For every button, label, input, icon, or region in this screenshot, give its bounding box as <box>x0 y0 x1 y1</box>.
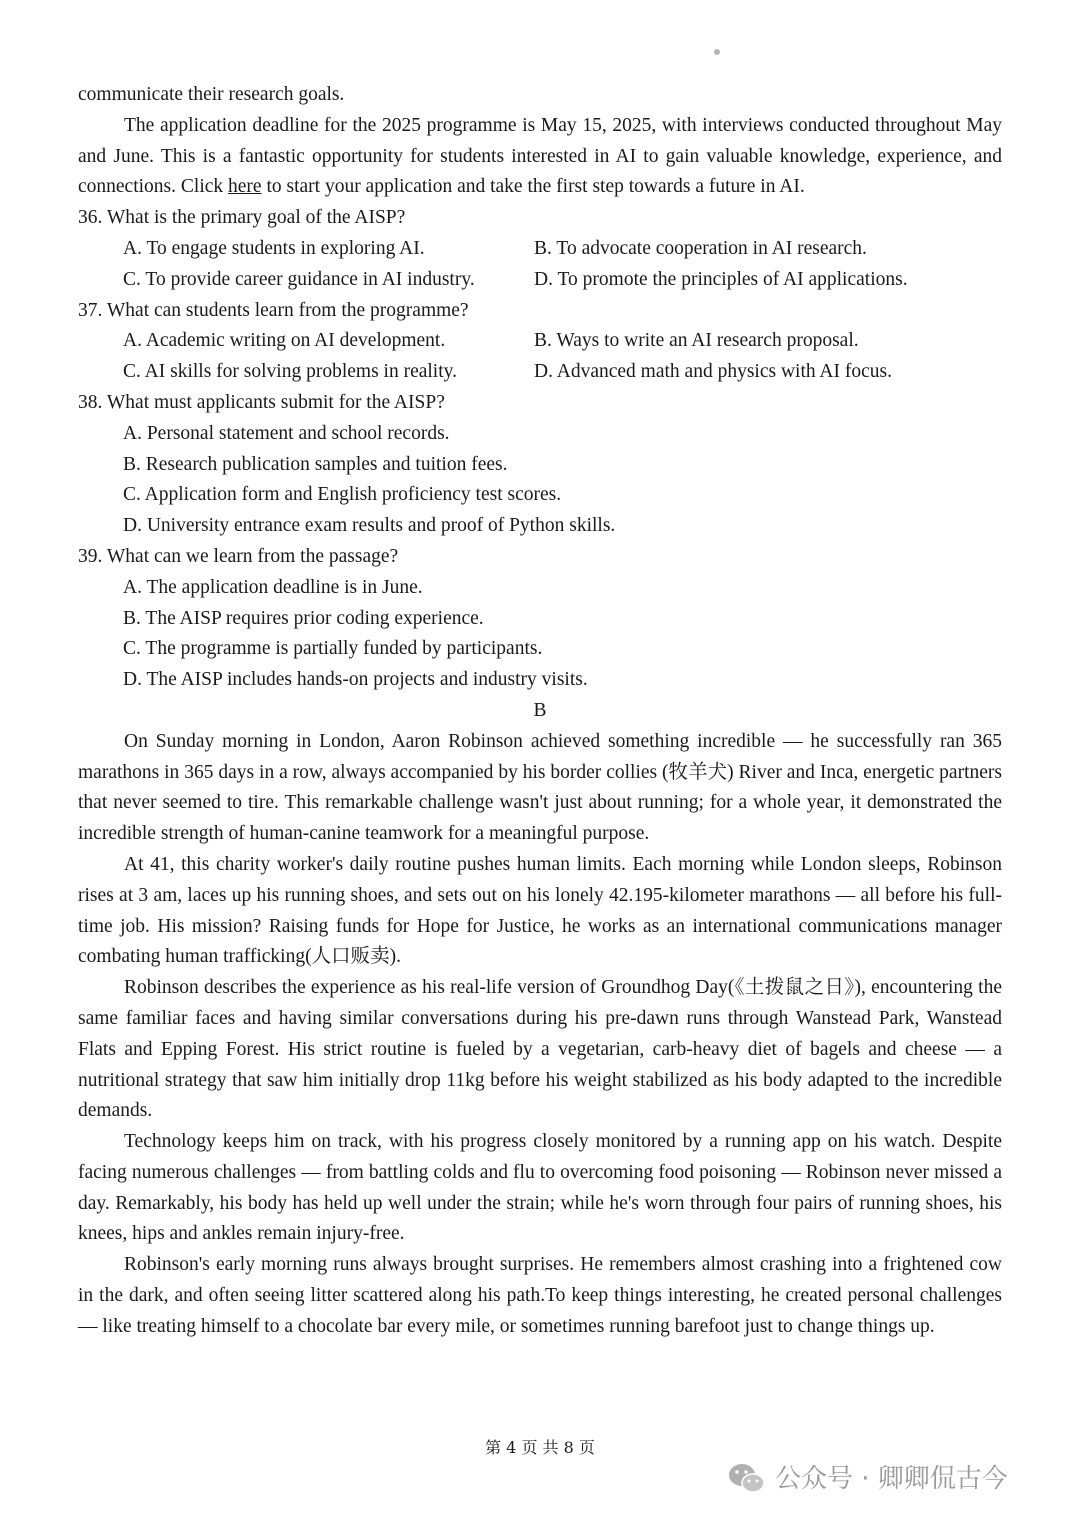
question-36-stem: 36. What is the primary goal of the AISP? <box>78 207 406 229</box>
deadline-paragraph <box>78 111 1002 203</box>
option-37-c: C. AI skills for solving problems in reality. <box>123 361 458 383</box>
question-37-options-row-2 <box>78 357 1002 388</box>
section-b-title: B <box>533 699 547 721</box>
option-38-d: D. University entrance exam results and proof of Python skills. <box>123 515 616 537</box>
option-39-a: A. The application deadline is in June. <box>123 576 423 598</box>
deadline-text-before: The application deadline for the 2025 programme is May 15, 2025, with interviews conducted throughout May and June. This is a fantastic opportunity for students interested in AI to gain valuable knowledge, experience, and connections. Click <box>78 114 1002 198</box>
option-36-c: C. To provide career guidance in AI industry. <box>123 268 475 290</box>
question-39-stem: 39. What can we learn from the passage? <box>78 545 399 567</box>
option-36-b: B. To advocate cooperation in AI research. <box>534 237 867 259</box>
option-39-d: D. The AISP includes hands-on projects and industry visits. <box>123 669 588 691</box>
option-38-a: A. Personal statement and school records. <box>123 422 450 444</box>
option-36-a: A. To engage students in exploring AI. <box>123 237 425 259</box>
wechat-icon <box>727 1462 767 1496</box>
question-37-options-row-1 <box>78 326 1002 357</box>
page-number-footer: 第 4 页 共 8 页 <box>485 1438 595 1457</box>
passage-b-paragraph-1: On Sunday morning in London, Aaron Robinson achieved something incredible — he successfully ran 365 marathons in 365 days in a row, always accompanied by his border collies (牧羊犬) River and Inca, energetic partners that never seemed to tire. This remarkable challenge wasn't just about running; for a whole year, it demonstrated the incredible strength of human-canine teamwork for a meaningful purpose. <box>78 730 1002 845</box>
question-36-options-row-1 <box>78 234 1002 265</box>
passage-b-paragraph-3: Robinson describes the experience as his real-life version of Groundhog Day(《土拨鼠之日》), encountering the same familiar faces and having similar conversations during his pre-dawn runs through Wanstead Park, Wanstead Flats and Epping Forest. His strict routine is fueled by a vegetarian, carb-heavy diet of bagels and cheese — a nutritional strategy that saw him initially drop 11kg before his weight stabilized as his body adapted to the incredible demands. <box>78 977 1002 1122</box>
watermark <box>727 1462 1008 1496</box>
question-37-stem: 37. What can students learn from the programme? <box>78 299 469 321</box>
option-37-a: A. Academic writing on AI development. <box>123 330 446 352</box>
deadline-text-after: to start your application and take the first step towards a future in AI. <box>261 176 805 198</box>
question-38-stem: 38. What must applicants submit for the AISP? <box>78 391 445 413</box>
scan-speck <box>714 49 720 55</box>
question-36-options-row-2 <box>78 265 1002 296</box>
passage-b-paragraph-2: At 41, this charity worker's daily routine pushes human limits. Each morning while London sleeps, Robinson rises at 3 am, laces up his running shoes, and sets out on his lonely 42.195-kilometer marathons — all before his full-time job. His mission? Raising funds for Hope for Justice, he works as an international communications manager combating human trafficking(人口贩卖). <box>78 853 1002 968</box>
exam-page <box>78 80 1002 1343</box>
option-38-b: B. Research publication samples and tuition fees. <box>123 453 508 475</box>
passage-b-paragraph-5: Robinson's early morning runs always brought surprises. He remembers almost crashing into a frightened cow in the dark, and often seeing litter scattered along his path.To keep things interesting, he created personal challenges — like treating himself to a chocolate bar every mile, or sometimes running barefoot just to change things up. <box>78 1254 1002 1337</box>
option-37-d: D. Advanced math and physics with AI focus. <box>534 361 892 383</box>
continuation-line: communicate their research goals. <box>78 84 345 105</box>
passage-b-paragraph-4: Technology keeps him on track, with his progress closely monitored by a running app on his watch. Despite facing numerous challenges — from battling colds and flu to overcoming food poisoning — Robinson never missed a day. Remarkably, his body has held up well under the strain; while he's worn through four pairs of running shoes, his knees, hips and ankles remain injury-free. <box>78 1131 1002 1245</box>
application-link[interactable]: here <box>228 176 262 198</box>
option-38-c: C. Application form and English proficiency test scores. <box>123 484 562 506</box>
option-37-b: B. Ways to write an AI research proposal. <box>534 330 859 352</box>
option-39-b: B. The AISP requires prior coding experience. <box>123 607 484 629</box>
option-36-d: D. To promote the principles of AI applications. <box>534 268 908 290</box>
option-39-c: C. The programme is partially funded by participants. <box>123 638 543 660</box>
watermark-text: 公众号 · 卿卿侃古今 <box>775 1463 1008 1494</box>
